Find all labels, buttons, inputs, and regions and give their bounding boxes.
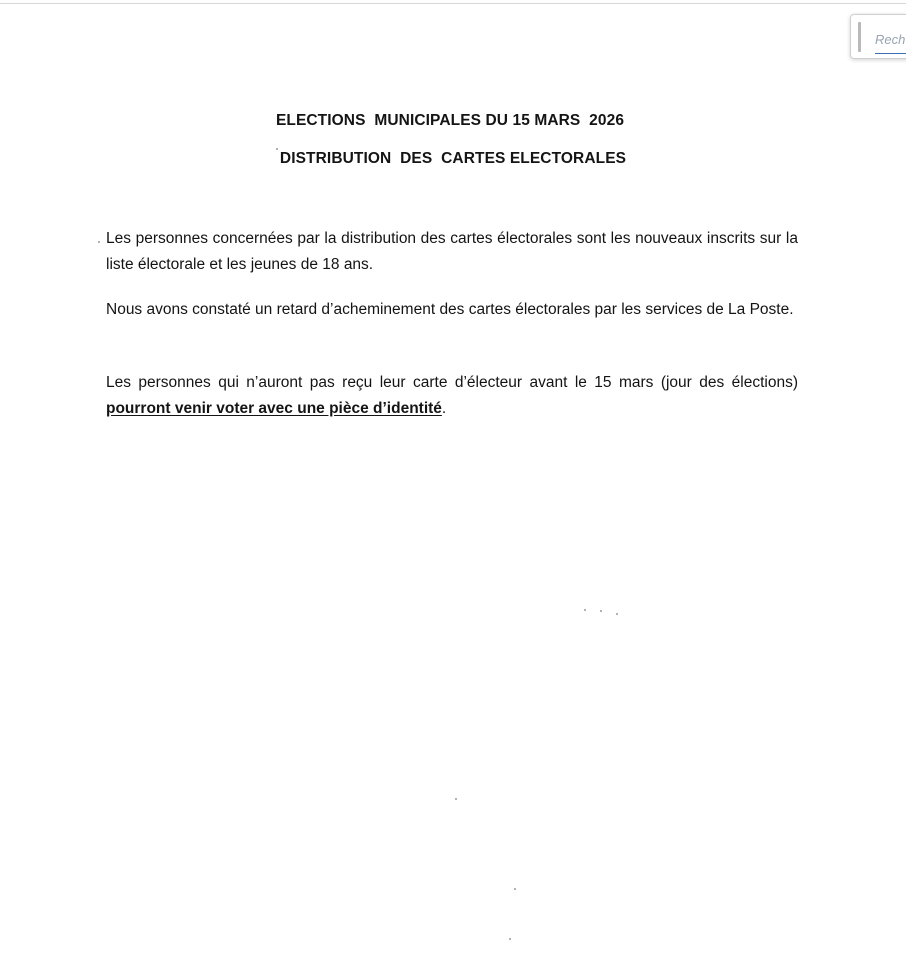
paragraph-voting-instructions	[106, 370, 798, 422]
paragraph-3-text: Les personnes qui n’auront pas reçu leur carte d’électeur avant le 15 mars (jour des élections)	[106, 374, 798, 391]
scan-speck	[514, 888, 516, 890]
page-top-edge	[0, 3, 906, 4]
search-input[interactable]	[875, 25, 906, 54]
scan-speck	[509, 938, 511, 940]
scan-speck	[98, 241, 100, 243]
paragraph-delivery-delay: Nous avons constaté un retard d’acheminement des cartes électorales par les services de La Poste.	[106, 301, 794, 318]
paragraph-concerned-persons: Les personnes concernées par la distribution des cartes électorales sont les nouveaux inscrits sur la liste électorale et les jeunes de 18 ans.	[106, 230, 798, 273]
scan-speck	[600, 610, 602, 612]
document-title: ELECTIONS MUNICIPALES DU 15 MARS 2026	[275, 112, 625, 129]
document-subtitle: DISTRIBUTION DES CARTES ELECTORALES	[279, 150, 627, 167]
scan-speck	[584, 609, 586, 611]
search-widget	[850, 14, 906, 59]
paragraph-3-end: .	[441, 400, 447, 417]
scan-speck	[455, 798, 457, 800]
emphasized-instruction: pourront venir voter avec une pièce d’identité	[106, 400, 442, 417]
drag-handle-icon[interactable]	[858, 22, 861, 52]
scan-speck	[276, 148, 278, 150]
scan-speck	[616, 613, 618, 615]
